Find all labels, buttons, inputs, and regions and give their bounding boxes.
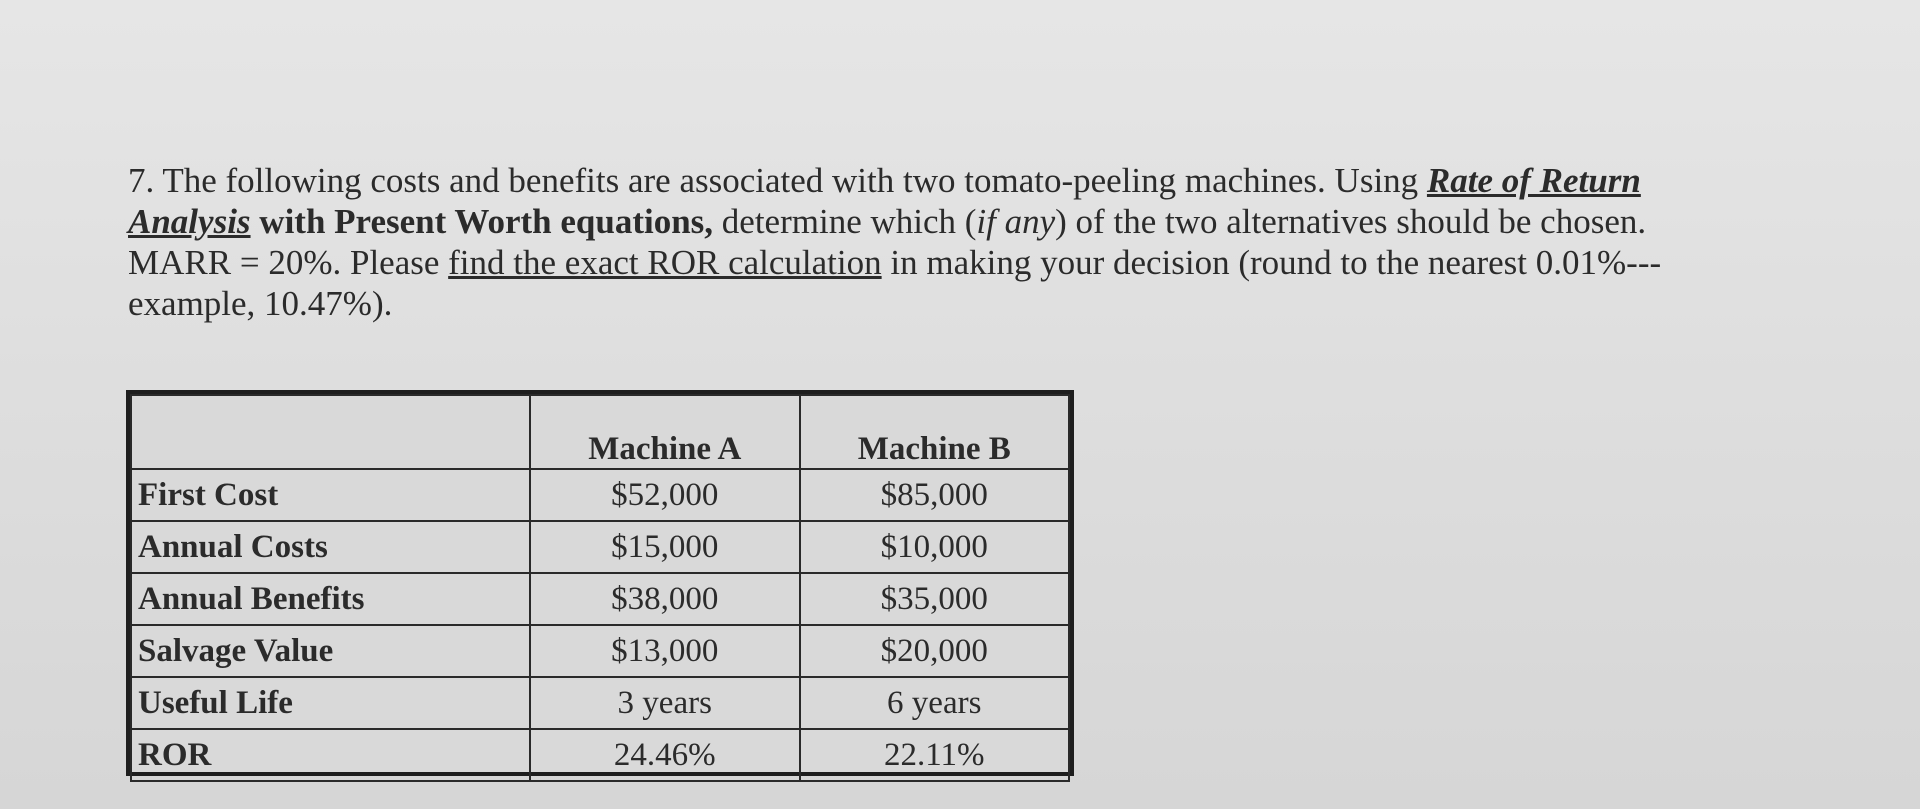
header-empty-cell [131,395,530,469]
row-label: Annual Benefits [131,573,530,625]
rate-of-return-emphasis: Rate of Return [1426,161,1641,200]
header-machine-b: Machine B [800,395,1070,469]
table-row [131,729,1069,781]
header-machine-a: Machine A [530,395,800,469]
present-worth-emphasis: with Present Worth equations, [250,202,714,241]
problem-line-2 [128,201,1828,242]
problem-statement [128,160,1828,324]
table-row [131,573,1069,625]
table-row [131,469,1069,521]
machine-a-value: $15,000 [530,521,800,573]
machine-a-value: 3 years [530,677,800,729]
if-any-italic: if any [976,202,1056,241]
machine-b-value: $20,000 [800,625,1070,677]
exact-ror-underline: find the exact ROR calculation [448,243,882,282]
machine-b-value: $35,000 [800,573,1070,625]
problem-text: ) of the two alternatives should be chosen. [1055,202,1647,241]
comparison-table [126,390,1074,776]
row-label: Salvage Value [131,625,530,677]
problem-text: in making your decision (round to the nearest 0.01%--- [881,243,1662,282]
row-label: ROR [131,729,530,781]
table-row [131,677,1069,729]
machine-a-value: $38,000 [530,573,800,625]
problem-line-4: example, 10.47%). [128,284,393,323]
machine-a-value: $52,000 [530,469,800,521]
table-row [131,521,1069,573]
table-header-row [131,395,1069,469]
analysis-emphasis: Analysis [128,202,251,241]
marr-text: MARR = 20%. Please [128,243,449,282]
machine-a-value: $13,000 [530,625,800,677]
table-row [131,625,1069,677]
problem-text: 7. The following costs and benefits are associated with two tomato-peeling machines. Using [128,161,1427,200]
row-label: First Cost [131,469,530,521]
machine-a-value: 24.46% [530,729,800,781]
machine-b-value: $10,000 [800,521,1070,573]
row-label: Annual Costs [131,521,530,573]
machine-b-value: 22.11% [800,729,1070,781]
machine-b-value: $85,000 [800,469,1070,521]
problem-text: determine which ( [713,202,977,241]
problem-line-1 [128,160,1828,201]
machine-b-value: 6 years [800,677,1070,729]
problem-line-3 [128,242,1828,283]
row-label: Useful Life [131,677,530,729]
